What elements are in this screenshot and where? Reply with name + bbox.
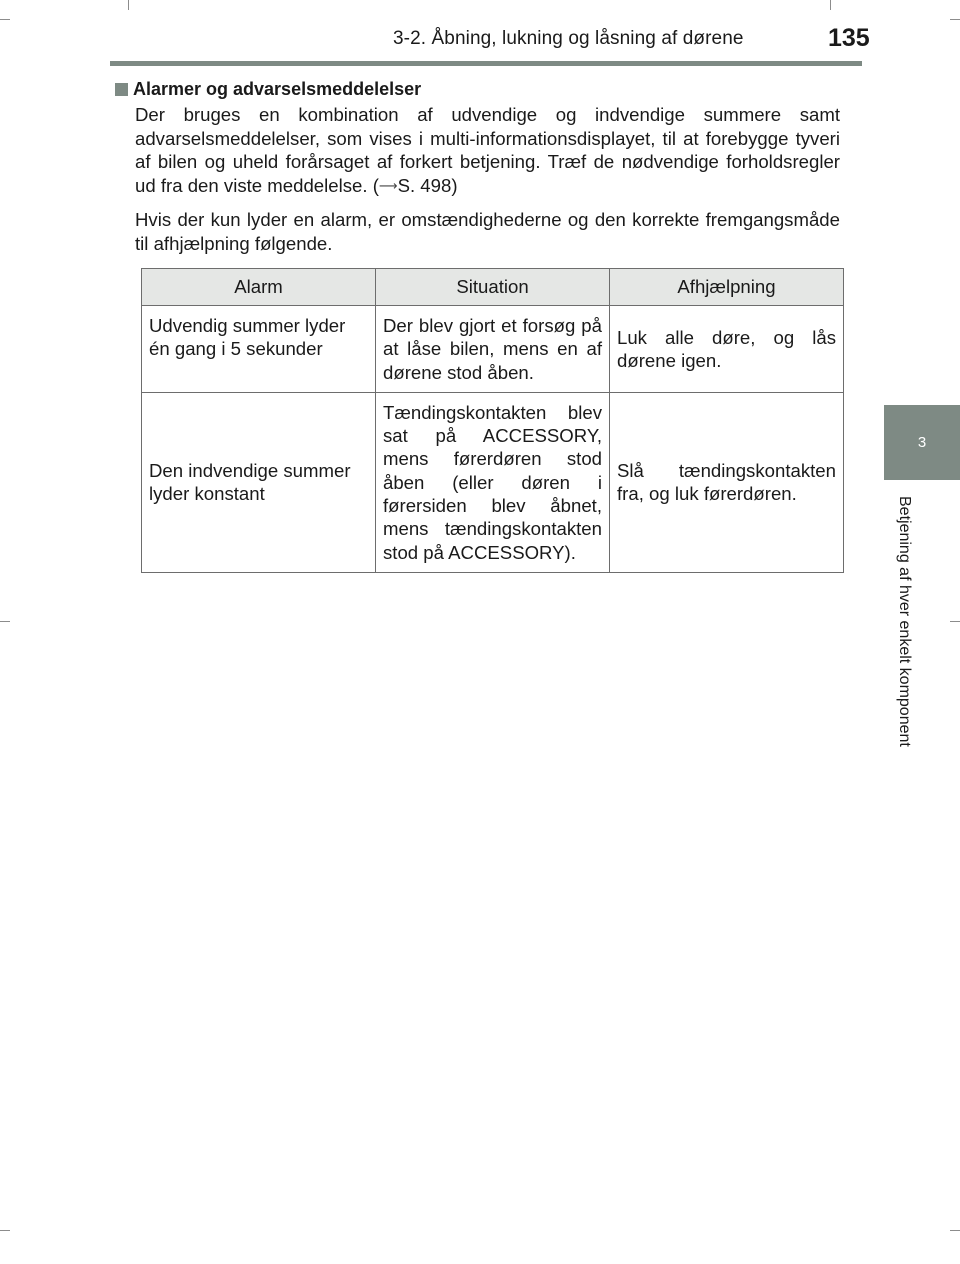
intro-paragraph <box>135 103 840 197</box>
table-header-row <box>142 269 844 306</box>
section-title: 3-2. Åbning, lukning og låsning af dørene <box>393 28 744 49</box>
chapter-number: 3 <box>917 434 927 451</box>
column-header-situation: Situation <box>376 269 610 306</box>
heading-text: Alarmer og advarselsmeddelelser <box>133 79 422 99</box>
page-number: 135 <box>828 24 870 52</box>
crop-mark <box>128 0 129 10</box>
crop-mark <box>0 621 10 622</box>
crop-mark <box>950 621 960 622</box>
section-heading <box>115 79 421 100</box>
alarm-paragraph: Hvis der kun lyder en alarm, er omstændighederne og den korrekte fremgangsmåde til afhjælpning følgende. <box>135 209 840 254</box>
column-header-remedy: Afhjælpning <box>610 269 844 306</box>
cell-remedy: Slå tændingskontakten fra, og luk førerdøren. <box>610 392 844 572</box>
cell-situation: Der blev gjort et forsøg på at låse bilen, mens en af dørene stod åben. <box>376 306 610 393</box>
cell-situation: Tændingskontakten blev sat på ACCESSORY, mens førerdøren stod åben (eller døren i førersiden blev åbnet, mens tændingskontakten stod på ACCESSORY). <box>376 392 610 572</box>
crop-mark <box>950 1230 960 1231</box>
cell-remedy: Luk alle døre, og lås dørene igen. <box>610 306 844 393</box>
crop-mark <box>950 19 960 20</box>
page-reference-link[interactable]: S. 498) <box>397 174 458 196</box>
cell-alarm: Den indvendige summer lyder konstant <box>142 392 376 572</box>
chapter-label: Betjening af hver enkelt komponent <box>896 496 913 747</box>
header-rule <box>110 61 862 66</box>
alarm-table <box>141 268 844 573</box>
crop-mark <box>0 1230 10 1231</box>
cell-alarm: Udvendig summer lyder én gang i 5 sekunder <box>142 306 376 393</box>
arrow-right-icon: ⟶ <box>378 177 398 193</box>
crop-mark <box>830 0 831 10</box>
chapter-tab[interactable] <box>884 405 960 480</box>
table-row <box>142 392 844 572</box>
paragraph-text: Der bruges en kombination af udvendige og indvendige summere samt advarselsmeddelelser, som vises i multi-informationsdisplayet, til at forebygge tyveri af bilen og uheld forårsaget af forkert betjening. Træf de nødvendige forholdsregler ud fra den viste meddelelse. ( <box>135 104 840 196</box>
crop-mark <box>0 19 10 20</box>
column-header-alarm: Alarm <box>142 269 376 306</box>
table-row <box>142 306 844 393</box>
square-bullet-icon <box>115 83 128 96</box>
